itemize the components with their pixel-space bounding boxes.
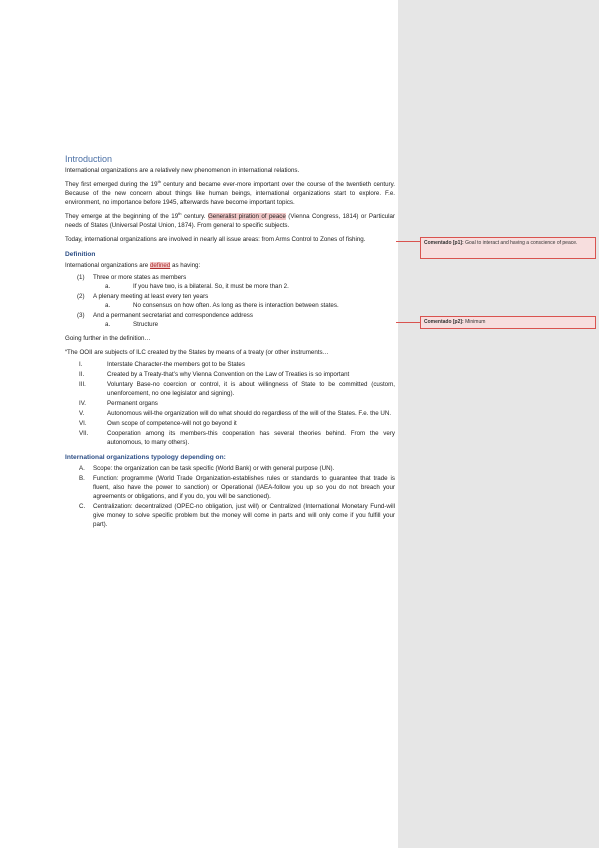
list-text: Structure (133, 321, 159, 328)
list-item (65, 464, 395, 473)
list-item (65, 399, 395, 408)
list-text: Scope: the organization can be task specific (World Bank) or with general purpose (UN). (93, 465, 335, 472)
document-body (65, 155, 395, 534)
list-number: B. (79, 475, 85, 482)
list-text: Created by a Treaty-that’s why Vienna Convention on the Law of Treaties is so important (107, 371, 350, 378)
list-item (65, 292, 395, 310)
list-item (65, 409, 395, 418)
list-text: Cooperation among its members-this cooperation has several theories behind. From the very autonomous, to many others). (107, 430, 395, 446)
list-number: III. (79, 381, 86, 388)
text-run: as having: (170, 262, 201, 269)
list-item (65, 273, 395, 291)
list-number: a. (105, 321, 111, 328)
list-number: a. (105, 302, 111, 309)
list-number: I. (79, 361, 83, 368)
list-item (65, 370, 395, 379)
definition-quote: “The OOII are subjects of ILC created by the States by means of a treaty (or other instruments… (65, 349, 329, 356)
comment-balloon-p1[interactable] (420, 237, 596, 259)
superscript: th (178, 210, 182, 216)
list-item (65, 429, 395, 447)
list-text: Function: programme (World Trade Organization-establishes rules or standards to guarantee that trade is fluent, also have the power to sanction) or Operational (IAEA-follow you up so you do not breach your agreements or obligations, and if you do, you will be sanctioned). (93, 475, 395, 500)
comment-balloon-p2[interactable] (420, 316, 596, 329)
comment-text: Goal to interact and having a conscience of peace. (463, 240, 578, 246)
list-number: (1) (77, 274, 85, 281)
sub-list-item (93, 320, 395, 329)
sub-list-item (93, 301, 395, 310)
list-number: A. (79, 465, 85, 472)
definition-further: Going further in the definition… (65, 335, 151, 342)
list-number: (2) (77, 293, 85, 300)
comment-leader-line (396, 241, 420, 242)
list-item (65, 502, 395, 529)
intro-paragraph-1: International organizations are a relatively new phenomenon in international relations. (65, 167, 300, 174)
list-number: V. (79, 410, 85, 417)
text-run: century. (181, 213, 208, 220)
commented-text-p2[interactable]: defined (149, 262, 171, 269)
list-text: Centralization: decentralized (OPEC-no obligation, just will) or Centralized (International Monetary Fund-will give money to solve specific problem but the money will come in parts and will only come if you fulfill your part). (93, 503, 395, 528)
heading-introduction: Introduction (65, 154, 113, 164)
list-item (65, 360, 395, 369)
comment-leader-line (396, 322, 420, 323)
list-number: a. (105, 283, 111, 290)
typology-list (65, 464, 395, 529)
list-text: And a permanent secretariat and correspondence address (93, 312, 253, 319)
commented-text-p1[interactable]: Generalist piration of peace (207, 213, 286, 220)
list-text: Own scope of competence-will not go beyond it (107, 420, 237, 427)
list-item (65, 474, 395, 501)
list-item (65, 311, 395, 329)
intro-paragraph-3 (65, 212, 395, 230)
comment-text: Minimum (463, 319, 486, 325)
text-run: They emerge at the beginning of the 19 (65, 213, 179, 220)
heading-definition: Definition (65, 251, 96, 258)
list-number: VII. (79, 430, 89, 437)
list-item (65, 380, 395, 398)
text-run: century and became ever-more important over the course of the twentieth century. Because of the new concern about things like human beings, international organizations start to explore. F.e. environment, no importance before 1945, afterwards have become important topics. (65, 181, 395, 206)
intro-paragraph-4: Today, international organizations are involved in nearly all issue areas: from Arms Control to Zones of fishing. (65, 236, 366, 243)
list-number: VI. (79, 420, 87, 427)
list-number: (3) (77, 312, 85, 319)
list-number: C. (79, 503, 86, 510)
list-text: A plenary meeting at least every ten years (93, 293, 209, 300)
list-number: IV. (79, 400, 86, 407)
roman-list (65, 360, 395, 447)
comment-label: Comentado [p1]: (424, 240, 464, 246)
list-number: II. (79, 371, 85, 378)
list-text: If you have two, is a bilateral. So, it must be more than 2. (133, 283, 289, 290)
comment-label: Comentado [p2]: (424, 319, 464, 325)
definition-list (65, 273, 395, 329)
superscript: th (157, 178, 161, 184)
list-text: No consensus on how often. As long as there is interaction between states. (133, 302, 339, 309)
intro-paragraph-2 (65, 180, 395, 207)
heading-typology: International organizations typology depending on: (65, 454, 226, 461)
text-run: They first emerged during the 19 (65, 181, 158, 188)
list-text: Autonomous will-the organization will do what should do regardless of the will of the States. F.e. the UN. (107, 410, 392, 417)
list-text: Three or more states as members (93, 274, 187, 281)
text-run: International organizations are (65, 262, 150, 269)
text-run: (Vienna Congress, 1814) or Particular needs of States (Universal Postal Union, 1874). From general to specific subjects. (65, 213, 395, 229)
list-text: Interstate Character-the members got to be States (107, 361, 245, 368)
sub-list-item (93, 282, 395, 291)
definition-intro (65, 261, 395, 270)
comment-margin-pane (398, 0, 599, 848)
list-item (65, 419, 395, 428)
list-text: Permanent organs (107, 400, 158, 407)
list-text: Voluntary Base-no coercion or control, it is about willingness of State to be committed (custom, unenforcement, no one legislator and signing). (107, 381, 395, 397)
